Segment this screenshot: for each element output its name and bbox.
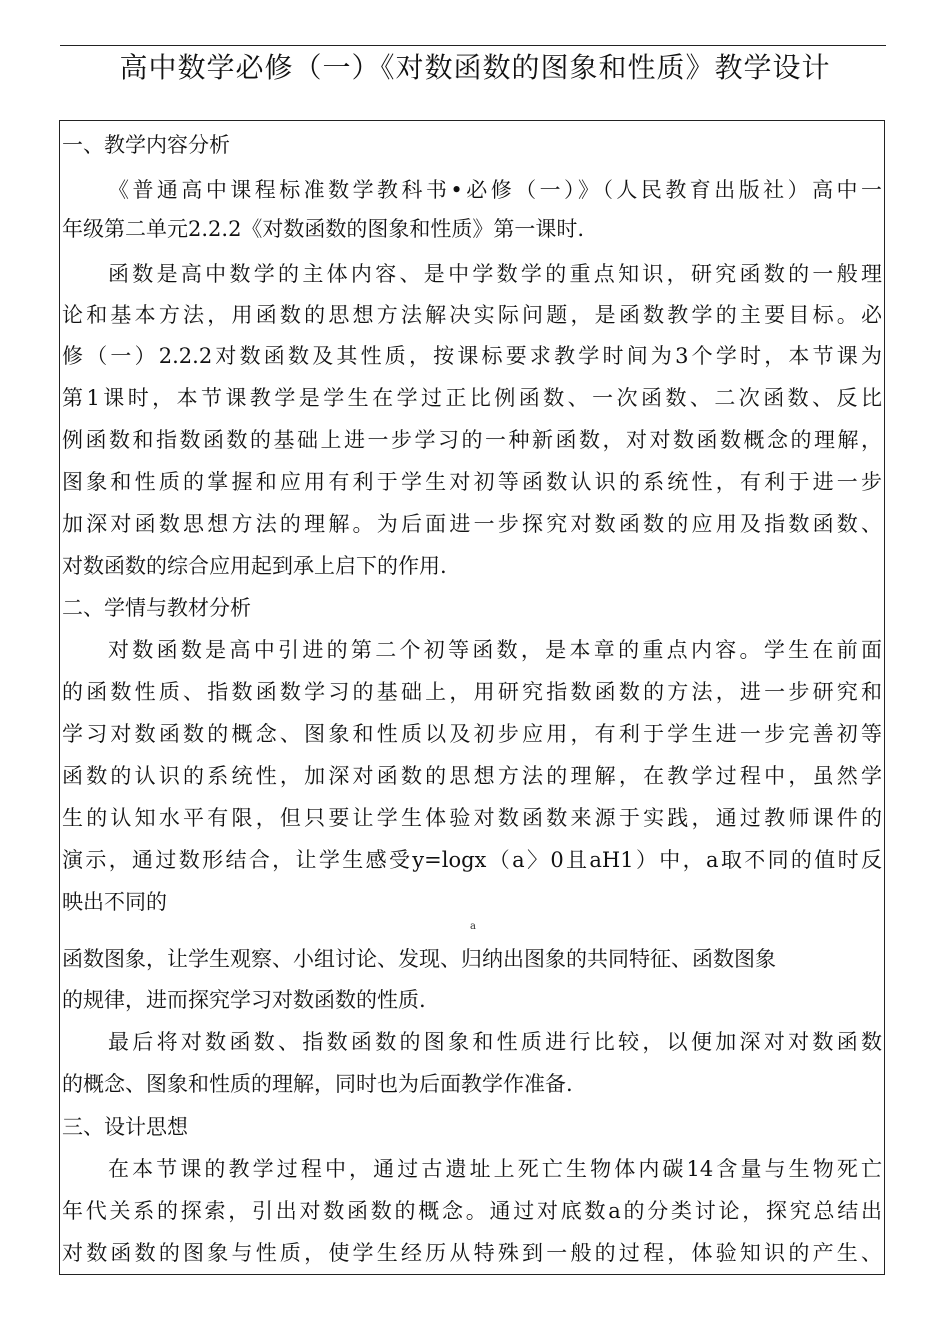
section-heading-learning-analysis: 二、学情与教材分析 <box>62 596 251 620</box>
paragraph-line: 的函数性质、指数函数学习的基础上，用研究指数函数的方法，进一步研究和 <box>62 680 882 704</box>
paragraph-line: 年代关系的探索，引出对数函数的概念。通过对底数a的分类讨论，探究总结出 <box>62 1199 882 1223</box>
section-heading-design-idea: 三、设计思想 <box>62 1115 188 1139</box>
paragraph-line: 例函数和指数函数的基础上进一步学习的一种新函数，对对数函数概念的理解， <box>62 428 882 452</box>
paragraph-line: 演示，通过数形结合，让学生感受y=logx（a〉0且aH1）中，a取不同的值时反 <box>62 848 882 872</box>
paragraph-line: 年级第二单元2.2.2《对数函数的图象和性质》第一课时. <box>62 217 585 241</box>
paragraph-line: 学习对数函数的概念、图象和性质以及初步应用，有利于学生进一步完善初等 <box>62 722 882 746</box>
paragraph-line: 对数函数的综合应用起到承上启下的作用. <box>62 554 447 578</box>
paragraph-line: 最后将对数函数、指数函数的图象和性质进行比较，以便加深对对数函数 <box>108 1030 882 1054</box>
paragraph-line: 的概念、图象和性质的理解，同时也为后面教学作准备. <box>62 1072 573 1096</box>
top-rule <box>60 45 886 46</box>
paragraph-line: 函数图象，让学生观察、小组讨论、发现、归纳出图象的共同特征、函数图象 <box>62 947 776 971</box>
paragraph-line: 函数是高中数学的主体内容、是中学数学的重点知识，研究函数的一般理 <box>108 262 882 286</box>
subscript-mark: a <box>470 921 476 932</box>
paragraph-line: 函数的认识的系统性，加深对函数的思想方法的理解，在教学过程中，虽然学 <box>62 764 882 788</box>
paragraph-line: 在本节课的教学过程中，通过古遗址上死亡生物体内碳14含量与生物死亡 <box>108 1157 882 1181</box>
paragraph-line: 第1课时，本节课教学是学生在学过正比例函数、一次函数、二次函数、反比 <box>62 386 882 410</box>
document-title: 高中数学必修（一）《对数函数的图象和性质》教学设计 <box>119 51 831 84</box>
content-table-cell <box>59 120 885 1275</box>
paragraph-line: 对数函数是高中引进的第二个初等函数，是本章的重点内容。学生在前面 <box>108 638 882 662</box>
paragraph-line: 图象和性质的掌握和应用有利于学生对初等函数认识的系统性，有利于进一步 <box>62 470 882 494</box>
paragraph-line: 生的认知水平有限，但只要让学生体验对数函数来源于实践，通过教师课件的 <box>62 806 882 830</box>
section-heading-content-analysis: 一、教学内容分析 <box>62 133 230 157</box>
paragraph-line: 的规律，进而探究学习对数函数的性质. <box>62 988 426 1012</box>
paragraph-line: 《普通高中课程标准数学教科书•必修（一）》（人民教育出版社）高中一 <box>108 178 882 202</box>
paragraph-line: 修（一）2.2.2对数函数及其性质，按课标要求教学时间为3个学时，本节课为 <box>62 344 882 368</box>
paragraph-line: 映出不同的 <box>62 890 167 914</box>
paragraph-line: 加深对函数思想方法的理解。为后面进一步探究对数函数的应用及指数函数、 <box>62 512 882 536</box>
paragraph-line: 对数函数的图象与性质，使学生经历从特殊到一般的过程，体验知识的产生、 <box>62 1241 882 1265</box>
paragraph-line: 论和基本方法，用函数的思想方法解决实际问题，是函数教学的主要目标。必 <box>62 303 882 327</box>
